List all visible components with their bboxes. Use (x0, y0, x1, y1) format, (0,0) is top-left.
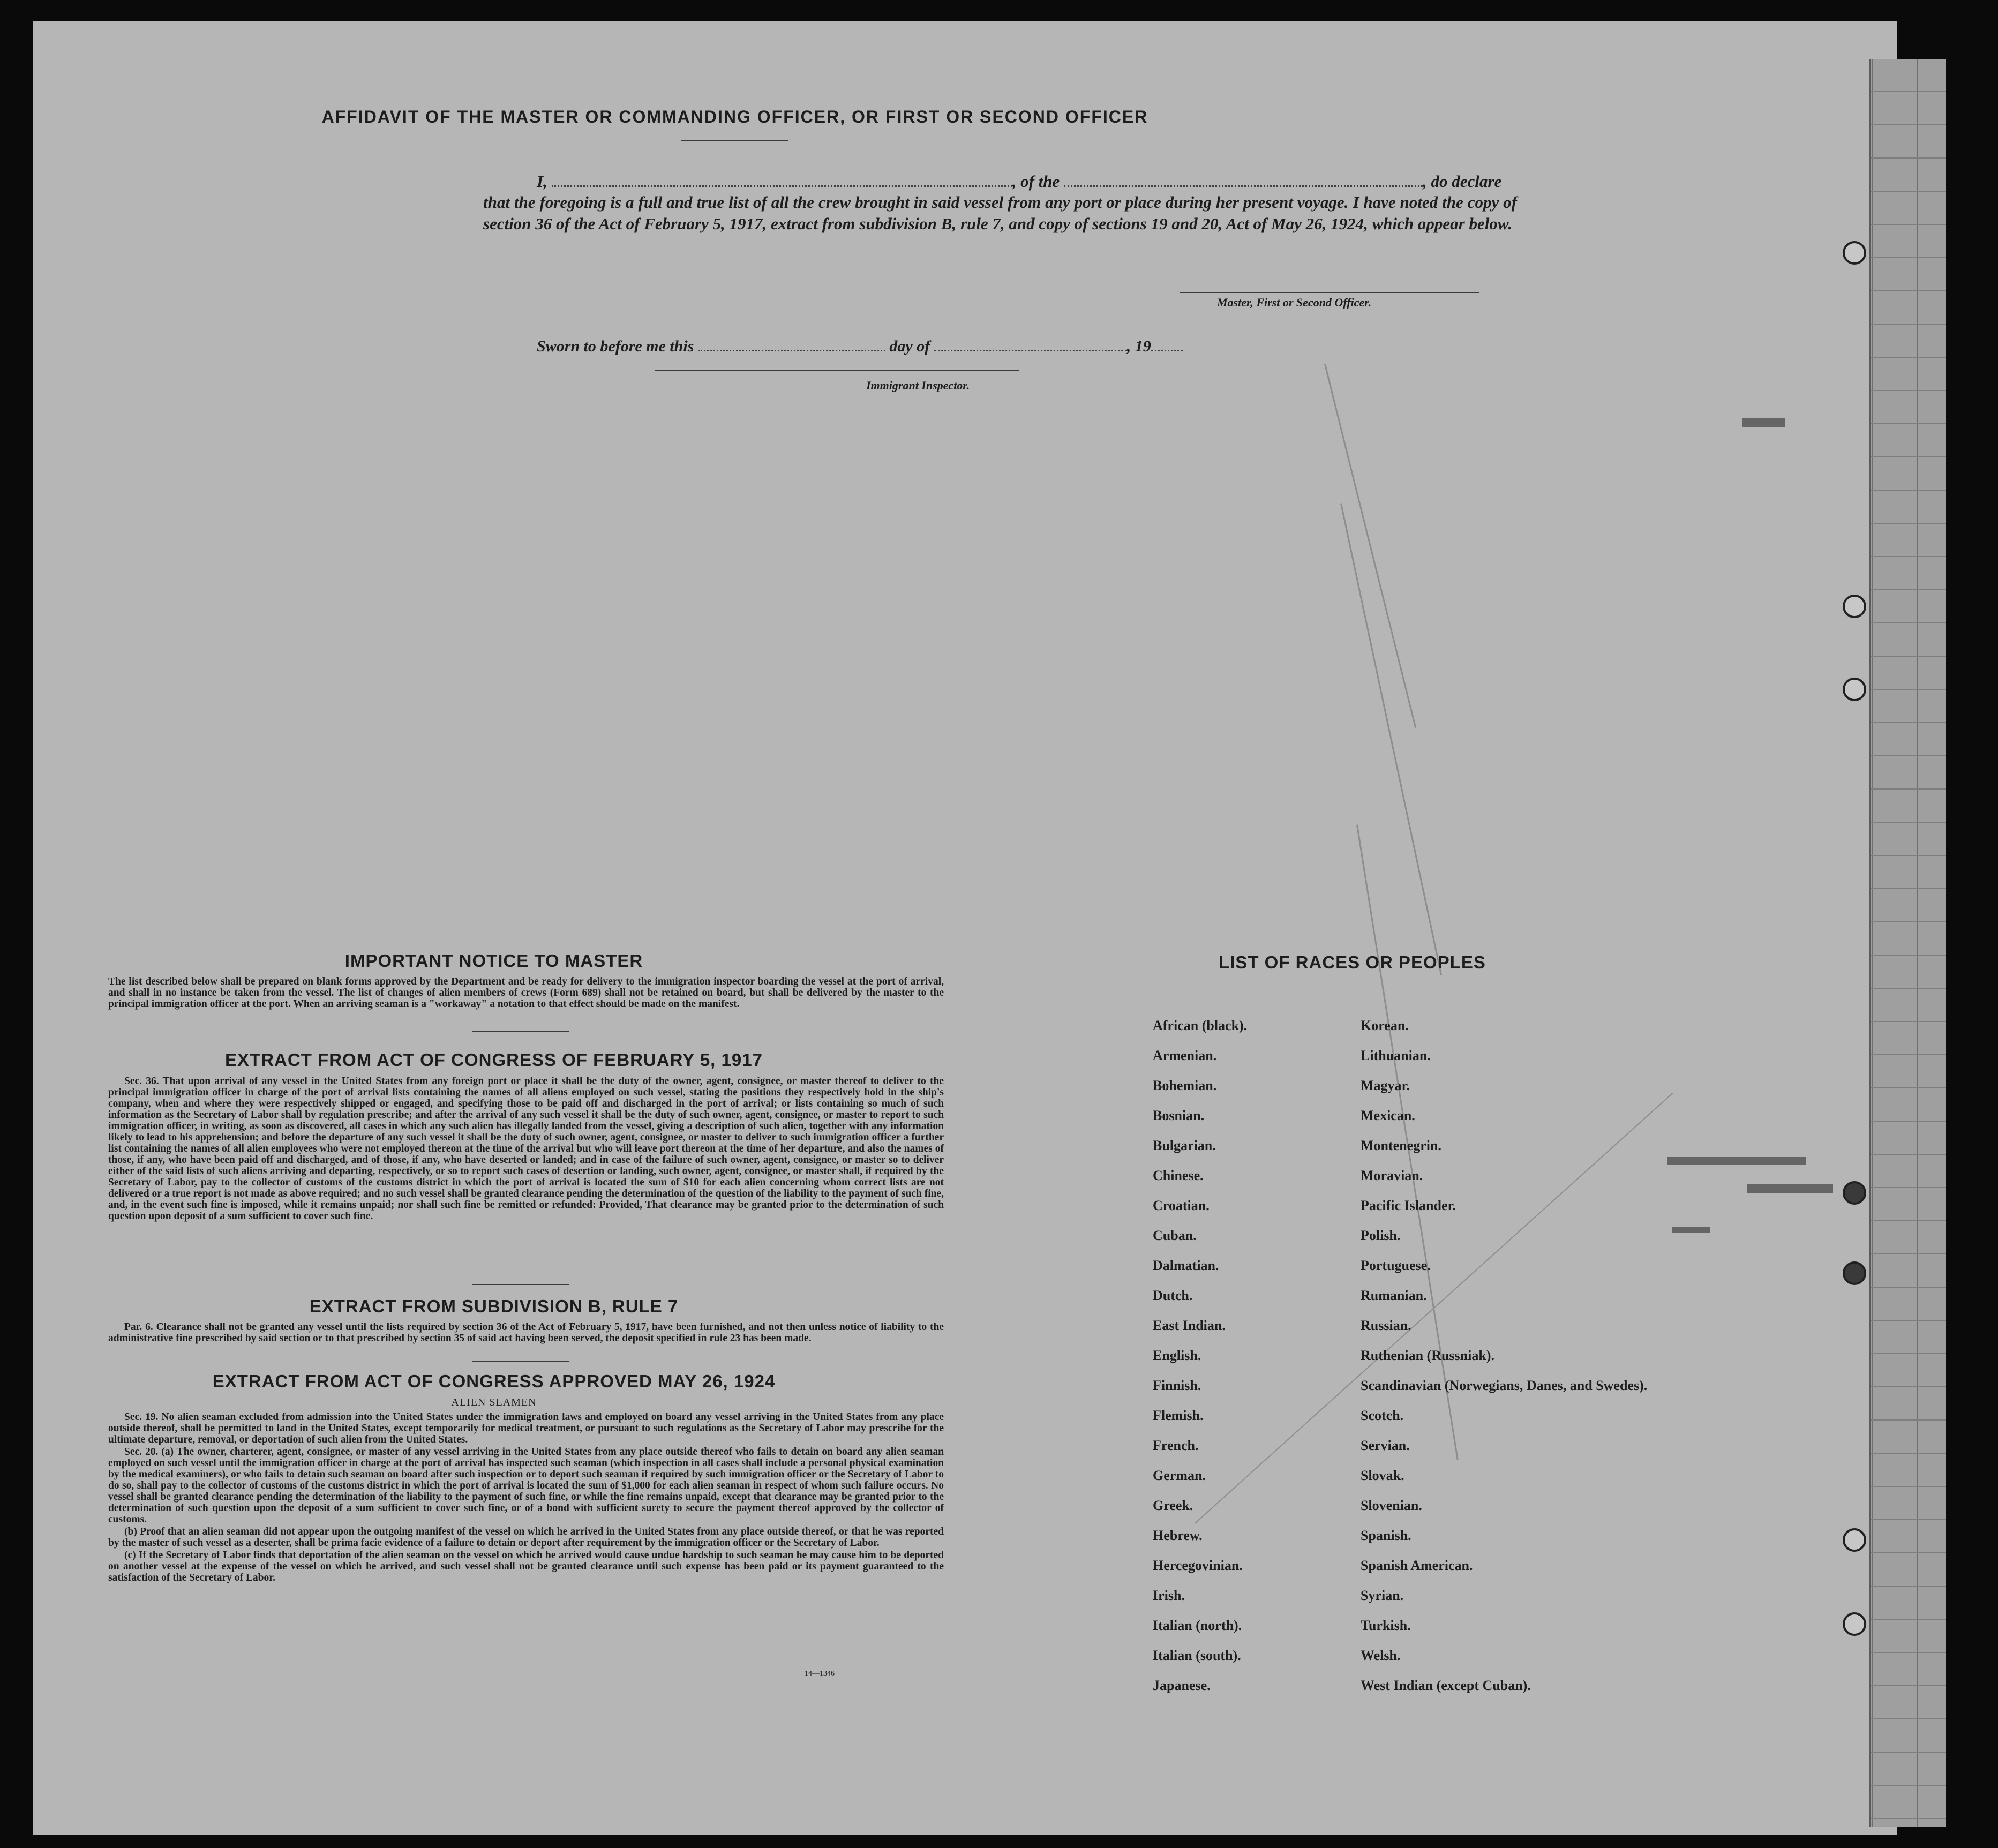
grid-line (1871, 1453, 1946, 1454)
sworn-year-field (1151, 335, 1183, 351)
grid-line (1871, 523, 1946, 524)
declare-label: , do declare (1423, 172, 1502, 191)
race-item: East Indian. (1153, 1318, 1226, 1333)
race-item: Flemish. (1153, 1408, 1204, 1423)
grid-line (1871, 921, 1946, 922)
notice-paragraph: The list described below shall be prepared on blank forms approved by the Department and be ready for delivery to the immigration inspector boarding the vessel at the port of arrival, and shall in no instance be taken from the vessel. The list of changes of alien members of crews (Form 689) shall not be retained on board, but shall be delivered by the master to the principal immigration officer at the port. When an arriving seaman is a "workaway" a notation to that effect should be made on the manifest. (108, 976, 944, 1010)
race-item: Italian (south). (1153, 1648, 1241, 1663)
race-item: Spanish American. (1361, 1558, 1473, 1573)
grid-line (1871, 290, 1946, 291)
grid-line (1871, 490, 1946, 491)
race-item: Magyar. (1361, 1078, 1410, 1093)
binder-hole (1843, 595, 1866, 618)
race-item: Italian (north). (1153, 1618, 1242, 1633)
race-item: Hebrew. (1153, 1528, 1203, 1543)
grid-line (1871, 1718, 1946, 1719)
affidavit-body: that the foregoing is a full and true list of all the crew brought in said vessel from any port or place during her present voyage. I have noted the copy of section 36 of the Act of February 5, 1917, extract from subdivision B, rule 7, and copy of sections 19 and 20, Act of May 26, 1924, which appear below. (483, 193, 1517, 233)
bleed-streak (1324, 364, 1416, 728)
grid-line (1871, 390, 1946, 391)
race-item: Slovenian. (1361, 1498, 1422, 1513)
grid-line (1871, 955, 1946, 956)
race-item: English. (1153, 1348, 1201, 1363)
grid-line (1871, 589, 1946, 590)
binder-hole (1843, 1261, 1866, 1285)
grid-line (1871, 1486, 1946, 1487)
race-item: Rumanian. (1361, 1288, 1427, 1303)
race-item: Mexican. (1361, 1108, 1415, 1123)
sworn-day-of: day of (889, 337, 930, 355)
grid-line (1871, 689, 1946, 690)
stain (1742, 418, 1785, 427)
race-item: Portuguese. (1361, 1258, 1431, 1273)
extract-1924-title: EXTRACT FROM ACT OF CONGRESS APPROVED MAY 26, 1924 (212, 1371, 776, 1391)
stain (1667, 1157, 1806, 1165)
inspector-signature-line (655, 370, 1019, 371)
race-item: German. (1153, 1468, 1206, 1483)
grid-line (1871, 1220, 1946, 1221)
race-item: Servian. (1361, 1438, 1410, 1453)
sworn-month-field (934, 335, 1127, 351)
race-item: Turkish. (1361, 1618, 1411, 1633)
grid-line (1871, 1519, 1946, 1520)
grid-line (1871, 224, 1946, 225)
race-item: Spanish. (1361, 1528, 1411, 1543)
grid-line (1871, 1652, 1946, 1653)
grid-line (1871, 1287, 1946, 1288)
grid-line (1871, 1752, 1946, 1753)
grid-line (1871, 888, 1946, 889)
title-underline (681, 140, 788, 141)
form-number: 14—1346 (805, 1670, 835, 1678)
grid-line (1871, 157, 1946, 159)
grid-line (1871, 1353, 1946, 1354)
declarant-name-field (552, 170, 1012, 187)
divider (472, 1031, 569, 1032)
race-item: Scandinavian (Norwegians, Danes, and Swedes). (1361, 1378, 1648, 1393)
race-item: Slovak. (1361, 1468, 1404, 1483)
grid-line (1871, 124, 1946, 125)
race-item: Greek. (1153, 1498, 1193, 1513)
sworn-year-prefix: , 19 (1126, 337, 1151, 355)
grid-line (1871, 1187, 1946, 1188)
grid-line (1871, 1419, 1946, 1421)
notice-title: IMPORTANT NOTICE TO MASTER (344, 951, 643, 971)
race-item: Bohemian. (1153, 1078, 1217, 1093)
grid-line (1871, 257, 1946, 258)
race-item: Chinese. (1153, 1168, 1204, 1183)
race-item: African (black). (1153, 1018, 1248, 1033)
grid-line (1871, 622, 1946, 623)
race-item: Russian. (1361, 1318, 1411, 1333)
grid-line (1871, 1818, 1946, 1819)
alien-seamen-subtitle: ALIEN SEAMEN (451, 1396, 537, 1408)
grid-line (1871, 1320, 1946, 1321)
grid-line (1871, 357, 1946, 358)
race-item: Dutch. (1153, 1288, 1193, 1303)
affidavit-title: AFFIDAVIT OF THE MASTER OR COMMANDING OFFICER, OR FIRST OR SECOND OFFICER (321, 107, 1148, 126)
grid-line (1871, 1619, 1946, 1620)
race-item: Finnish. (1153, 1378, 1201, 1393)
grid-line (1871, 1586, 1946, 1587)
grid-line (1871, 1386, 1946, 1387)
race-item: Cuban. (1153, 1228, 1197, 1243)
sworn-line (537, 335, 1183, 356)
race-item: Hercegovinian. (1153, 1558, 1243, 1573)
race-item: Ruthenian (Russniak). (1361, 1348, 1494, 1363)
race-item: Korean. (1361, 1018, 1409, 1033)
grid-line (1871, 1087, 1946, 1088)
underlying-sheet (1869, 59, 1946, 1827)
declarant-prefix: I, (537, 172, 547, 191)
extract-1917-title: EXTRACT FROM ACT OF CONGRESS OF FEBRUARY 5, 1917 (225, 1050, 763, 1070)
grid-line (1871, 423, 1946, 424)
grid-line (1871, 1785, 1946, 1786)
race-item: Dalmatian. (1153, 1258, 1219, 1273)
of-the-label: , of the (1012, 172, 1060, 191)
binder-hole (1843, 1612, 1866, 1636)
race-item: Pacific Islander. (1361, 1198, 1456, 1213)
grid-line (1871, 1253, 1946, 1254)
race-item: Bulgarian. (1153, 1138, 1216, 1153)
grid-line (1871, 855, 1946, 856)
extract-1917-text (108, 1076, 944, 1223)
divider (472, 1284, 569, 1285)
grid-line (1871, 556, 1946, 557)
grid-line (1871, 324, 1946, 325)
form-page (33, 21, 1897, 1835)
stain (1672, 1227, 1710, 1233)
race-item: Bosnian. (1153, 1108, 1205, 1123)
notice-text (108, 976, 944, 1011)
sec20c-paragraph: (c) If the Secretary of Labor finds that deportation of the alien seaman on the vessel on which he arrived would cause undue hardship to such seaman he may cause him to be deported on another vessel at the expense of the vessel on which he arrived, and such vessel shall not be granted clearance until such expense has been paid or its payment guaranteed to the satisfaction of the Secretary of Labor. (108, 1550, 944, 1583)
race-item: French. (1153, 1438, 1199, 1453)
grid-line (1871, 91, 1946, 92)
bleed-streak (1340, 503, 1442, 975)
race-item: Croatian. (1153, 1198, 1210, 1213)
grid-line (1871, 988, 1946, 989)
races-title: LIST OF RACES OR PEOPLES (1219, 952, 1486, 972)
races-right-column (1361, 1018, 1647, 1708)
grid-line (1871, 191, 1946, 192)
race-item: Moravian. (1361, 1168, 1423, 1183)
grid-line (1871, 1054, 1946, 1055)
stain (1747, 1184, 1833, 1193)
race-item: Welsh. (1361, 1648, 1401, 1663)
race-item: Irish. (1153, 1588, 1185, 1603)
sworn-prefix: Sworn to before me this (537, 337, 694, 355)
grid-line (1871, 656, 1946, 657)
grid-line (1871, 1685, 1946, 1686)
race-item: Montenegrin. (1361, 1138, 1441, 1153)
race-item: West Indian (except Cuban). (1361, 1678, 1531, 1693)
rule7-text (108, 1321, 944, 1345)
sec36-paragraph: Sec. 36. That upon arrival of any vessel in the United States from any foreign port or place it shall be the duty of the owner, agent, consignee, or master thereof to deliver to the principal immigration officer in charge of the port of arrival lists containing the names of all aliens employed on such vessel, stating the positions they respectively hold in the ship's company, when and where they were respectively shipped or engaged, and specifying those to be paid off and discharged in the port of arrival; or lists containing so much of such information as the Secretary of Labor shall by regulation prescribe; and after the arrival of any such vessel it shall be the duty of such owner, agent, consignee, or master to report to such immigration officer, in writing, as soon as discovered, all cases in which any such alien has illegally landed from the vessel, giving a description of such alien, together with any information likely to lead to his apprehension; and before the departure of any such vessel it shall be the duty of such owner, agent, consignee, or master to deliver to such immigration officer a further list containing the names of all alien employees who were not employed thereon at the time of the arrival but who will leave port thereon at the time of her departure, and also the names of those, if any, who have been paid off and discharged, and of those, if any, who have deserted or landed; and in case of the failure of such owner, agent, consignee, or master so to deliver either of the said lists of such aliens arriving and departing, respectively, or so to report such cases of desertion or landing, such owner, agent, consignee, or master shall, if required by the Secretary of Labor, pay to the collector of customs of the customs district in which the port of arrival is located the sum of $10 for each alien concerning whom correct lists are not delivered or a true report is not made as above required; and no such vessel shall be granted clearance pending the determination of the question of the liability to the payment of such fine, and, in the event such fine is imposed, while it remains unpaid; nor shall such fine be remitted or refunded: Provided, That clearance may be granted prior to the determination of such question upon deposit of a sum sufficient to cover such fine. (108, 1076, 944, 1222)
grid-line (1871, 755, 1946, 756)
grid-line (1871, 1121, 1946, 1122)
sec19-paragraph: Sec. 19. No alien seaman excluded from admission into the United States under the immigration laws and employed on board any vessel arriving in the United States from any place outside thereof, shall be permitted to land in the United States, except temporarily for medical treatment, or pursuant to such regulations as the Secretary of Labor may prescribe for the ultimate departure, removal, or deportation of such alien from the United States. (108, 1411, 944, 1445)
inspector-caption: Immigrant Inspector. (866, 379, 970, 392)
binder-hole (1843, 678, 1866, 701)
race-item: Japanese. (1153, 1678, 1211, 1693)
grid-line (1871, 456, 1946, 457)
par6-paragraph: Par. 6. Clearance shall not be granted any vessel until the lists required by section 36 of the Act of February 5, 1917, have been furnished, and not then unless notice of liability to the administrative fine prescribed by said section or to that prescribed by section 35 of said act having been served, the deposit specified in rule 23 has been made. (108, 1321, 944, 1344)
divider (472, 1361, 569, 1362)
grid-line (1871, 822, 1946, 823)
race-item: Armenian. (1153, 1048, 1217, 1063)
master-signature-caption: Master, First or Second Officer. (1217, 296, 1372, 309)
races-left-column (1153, 1018, 1247, 1708)
grid-line (1871, 788, 1946, 790)
binder-hole (1843, 241, 1866, 265)
vessel-name-field (1064, 170, 1423, 187)
binder-hole (1843, 1528, 1866, 1552)
race-item: Polish. (1361, 1228, 1401, 1243)
grid-line (1871, 722, 1946, 723)
sec20b-paragraph: (b) Proof that an alien seaman did not appear upon the outgoing manifest of the vessel on which he arrived in the United States from any place outside thereof, or that he was reported by the master of such vessel as a deserter, shall be prima facie evidence of a failure to detain or deport after requirement by the immigration officer or the Secretary of Labor. (108, 1526, 944, 1549)
race-item: Scotch. (1361, 1408, 1404, 1423)
declaration-line (537, 170, 1501, 191)
master-signature-line (1180, 292, 1479, 293)
extract-1924-text (108, 1411, 944, 1584)
grid-line (1871, 1021, 1946, 1022)
race-item: Syrian. (1361, 1588, 1404, 1603)
grid-line (1871, 1154, 1946, 1155)
sec20a-paragraph: Sec. 20. (a) The owner, charterer, agent, consignee, or master of any vessel arriving in the United States from any place outside thereof who fails to detain on board any alien seaman employed on such vessel until the immigration officer in charge at the port of arrival has inspected such seaman (which inspection in all cases shall include a personal physical examination by the medical examiners), or who fails to detain such seaman on board after such inspection or to deport such seaman if required by such immigration officer or the Secretary of Labor to do so, shall pay to the collector of customs of the customs district in which the port of arrival is located the sum of $1,000 for each alien seaman in respect of whom such failure occurs. No vessel shall be granted clearance pending the determination of the liability to the payment of such fine, or while the fine remains unpaid, except that clearance may be granted prior to the determination of such question upon the deposit of a sum sufficient to cover such fine, or of a bond with sufficient surety to secure the payment thereof approved by the collector of customs. (108, 1446, 944, 1525)
sworn-day-field (698, 335, 885, 351)
race-item: Lithuanian. (1361, 1048, 1431, 1063)
binder-hole (1843, 1181, 1866, 1205)
rule7-title: EXTRACT FROM SUBDIVISION B, RULE 7 (309, 1296, 679, 1316)
grid-line (1871, 1552, 1946, 1553)
